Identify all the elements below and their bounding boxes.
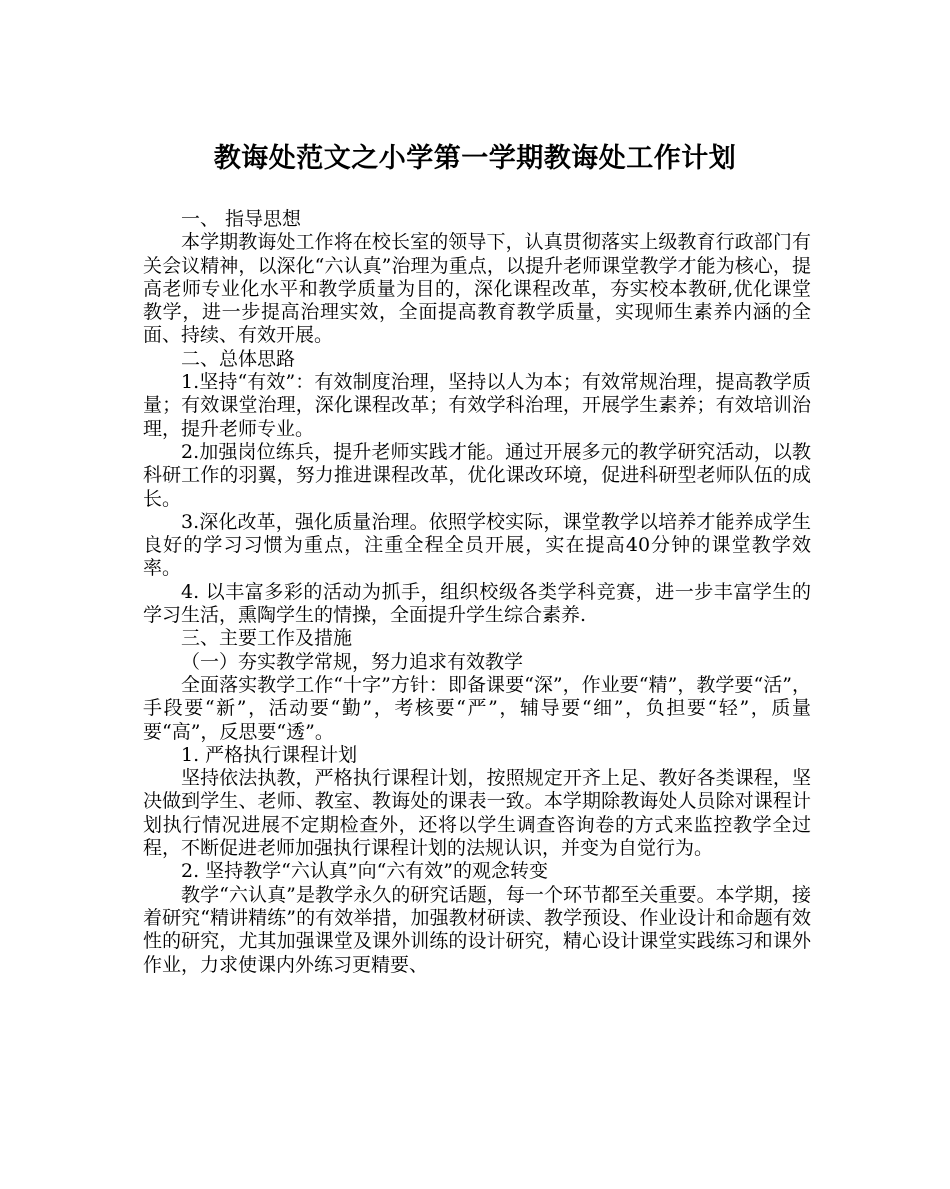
section2-item-1: 1.坚持“有效”：有效制度治理，坚持以人为本；有效常规治理，提高教学质量；有效课堂治理，深化课程改革；有效学科治理，开展学生素养；有效培训治理，提升老师专业。 [143, 371, 811, 440]
section3-item-2-paragraph: 教学“六认真”是教学永久的研究话题，每一个环节都至关重要。本学期，接着研究“精讲精练”的有效举措，加强教材研读、教学预设、作业设计和命题有效性的研究，尤其加强课堂及课外训练的设计研究，精心设计课堂实践练习和课外作业，力求使课内外练习更精要、 [143, 883, 811, 976]
document-title: 教诲处范文之小学第一学期教诲处工作计划 [213, 143, 737, 174]
section2-heading: 二、总体思路 [181, 347, 296, 370]
section2-item-4: 4. 以丰富多彩的活动为抓手，组织校级各类学科竞赛，进一步丰富学生的学习生活，熏陶学生的情操，全面提升学生综合素养. [143, 580, 811, 627]
section1-heading: 一、 指导思想 [181, 208, 302, 230]
section3-item-1-paragraph: 坚持依法执教，严格执行课程计划，按照规定开齐上足、教好各类课程，坚决做到学生、老师、教室、教诲处的课表一致。本学期除教诲处人员除对课程计划执行情况进展不定期检查外，还将以学生调查咨询卷的方式来监控教学全过程，不断促进老师加强执行课程计划的法规认识，并变为自觉行为。 [143, 767, 811, 860]
section2-item-2: 2.加强岗位练兵，提升老师实践才能。通过开展多元的教学研究活动，以教科研工作的羽翼，努力推进课程改革，优化课改环境，促进科研型老师队伍的成长。 [143, 440, 811, 510]
section1-paragraph: 本学期教诲处工作将在校长室的领导下，认真贯彻落实上级教育行政部门有关会议精神，以深化“六认真”治理为重点，以提升老师课堂教学才能为核心，提高老师专业化水平和教学质量为目的，深化课程改革，夯实校本教研,优化课堂教学，进一步提高治理实效，全面提高教育教学质量，实现师生素养内涵的全面、持续、有效开展。 [143, 231, 811, 347]
section2-item-3: 3.深化改革，强化质量治理。依照学校实际，课堂教学以培养才能养成学生良好的学习习惯为重点，注重全程全员开展，实在提高40分钟的课堂教学效率。 [143, 510, 811, 580]
section3-item-1-heading: 1. 严格执行课程计划 [181, 743, 358, 766]
section3-heading: 三、主要工作及措施 [181, 627, 353, 650]
section3-subheading-1: （一）夯实教学常规，努力追求有效教学 [181, 650, 524, 673]
section3-sub1-paragraph: 全面落实教学工作“十字”方针：即备课要“深”，作业要“精”，教学要“活”，手段要“新”，活动要“勤”，考核要“严”，辅导要“细”，负担要“轻”，质量要“高”，反思要“透”。 [143, 673, 811, 743]
document-body [143, 208, 811, 977]
section3-item-2-heading: 2. 坚持教学“六认真”向“六有效”的观念转变 [181, 860, 549, 883]
